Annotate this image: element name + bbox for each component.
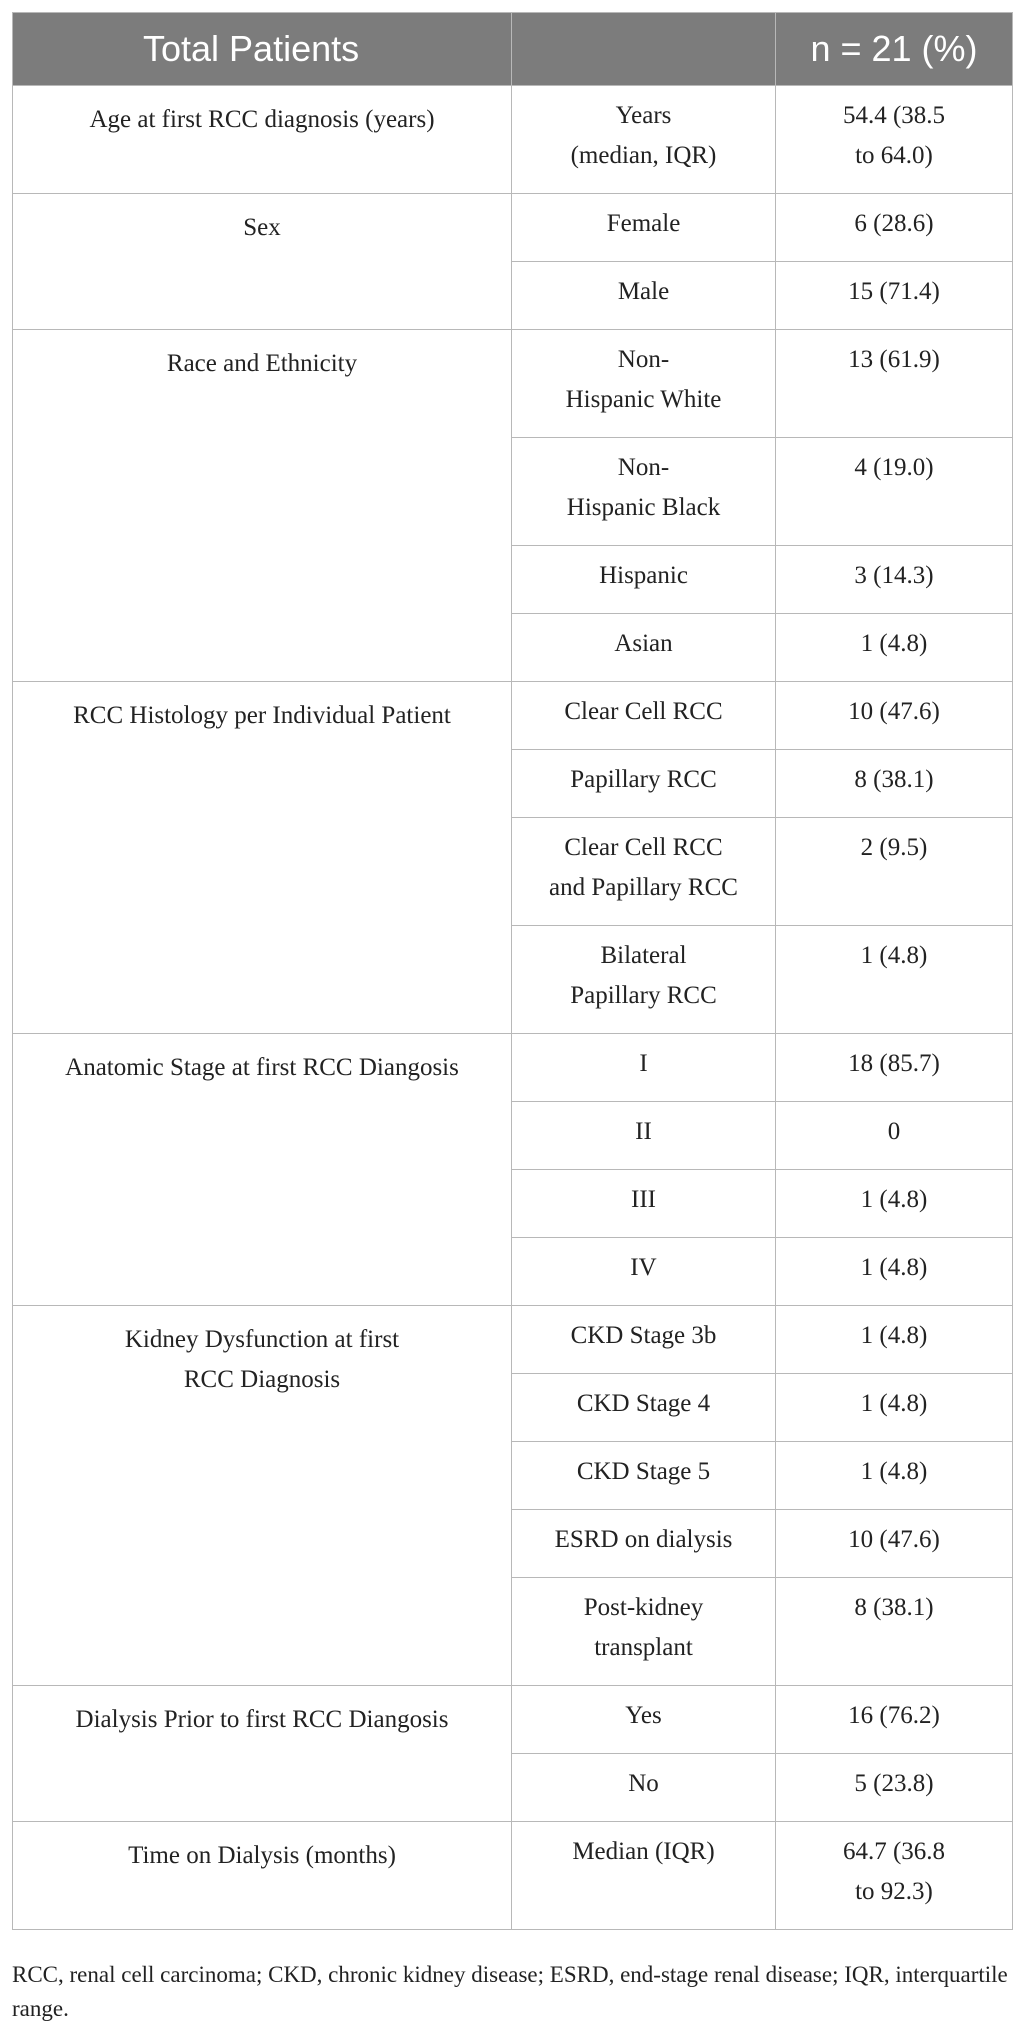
header-blank [512,13,776,86]
subcategory-cell: Female [512,194,776,262]
value-cell: 18 (85.7) [776,1034,1013,1102]
category-anatomic-stage: Anatomic Stage at first RCC Diangosis [13,1034,512,1306]
value-cell: 15 (71.4) [776,262,1013,330]
subcategory-cell: Papillary RCC [512,750,776,818]
value-cell: 3 (14.3) [776,546,1013,614]
table-row [13,86,1013,194]
value-cell: 1 (4.8) [776,1238,1013,1306]
category-dialysis-prior: Dialysis Prior to first RCC Diangosis [13,1686,512,1822]
value-cell: 8 (38.1) [776,1578,1013,1686]
category-sex: Sex [13,194,512,330]
value-cell: 1 (4.8) [776,614,1013,682]
category-age: Age at first RCC diagnosis (years) [13,86,512,194]
subcategory-cell: Hispanic [512,546,776,614]
value-cell: 2 (9.5) [776,818,1013,926]
subcategory-cell: Bilateral Papillary RCC [512,926,776,1034]
category-race-ethnicity: Race and Ethnicity [13,330,512,682]
value-cell: 16 (76.2) [776,1686,1013,1754]
subcategory-cell: ESRD on dialysis [512,1510,776,1578]
subcategory-cell: IV [512,1238,776,1306]
subcategory-cell: Clear Cell RCC [512,682,776,750]
header-total-patients: Total Patients [13,13,512,86]
table-row [13,1034,1013,1102]
subcategory-cell: CKD Stage 4 [512,1374,776,1442]
subcategory-cell: Non- Hispanic Black [512,438,776,546]
subcategory-cell: Median (IQR) [512,1822,776,1930]
table-row [13,194,1013,262]
subcategory-cell: CKD Stage 3b [512,1306,776,1374]
value-cell: 1 (4.8) [776,926,1013,1034]
value-cell: 4 (19.0) [776,438,1013,546]
patient-characteristics-table [12,12,1013,1930]
subcategory-cell: CKD Stage 5 [512,1442,776,1510]
table-row [13,1686,1013,1754]
subcategory-cell: Asian [512,614,776,682]
table-row [13,1822,1013,1930]
value-cell: 1 (4.8) [776,1374,1013,1442]
table-footnote: RCC, renal cell carcinoma; CKD, chronic kidney disease; ESRD, end-stage renal disease; IQR, interquartile range. [12,1962,1008,2021]
value-cell: 8 (38.1) [776,750,1013,818]
value-cell: 1 (4.8) [776,1306,1013,1374]
category-time-on-dialysis: Time on Dialysis (months) [13,1822,512,1930]
value-cell: 0 [776,1102,1013,1170]
subcategory-cell: No [512,1754,776,1822]
category-kidney-dysfunction: Kidney Dysfunction at first RCC Diagnosis [13,1306,512,1686]
subcategory-cell: III [512,1170,776,1238]
subcategory-cell: II [512,1102,776,1170]
subcategory-cell: Post-kidney transplant [512,1578,776,1686]
value-cell: 1 (4.8) [776,1442,1013,1510]
value-cell: 64.7 (36.8 to 92.3) [776,1822,1013,1930]
table-row [13,682,1013,750]
category-rcc-histology: RCC Histology per Individual Patient [13,682,512,1034]
value-cell: 6 (28.6) [776,194,1013,262]
value-cell: 1 (4.8) [776,1170,1013,1238]
value-cell: 10 (47.6) [776,1510,1013,1578]
subcategory-cell: I [512,1034,776,1102]
subcategory-cell: Non- Hispanic White [512,330,776,438]
subcategory-cell: Male [512,262,776,330]
subcategory-cell: Clear Cell RCC and Papillary RCC [512,818,776,926]
value-cell: 5 (23.8) [776,1754,1013,1822]
table-row [13,1306,1013,1374]
table-row [13,330,1013,438]
value-cell: 13 (61.9) [776,330,1013,438]
value-cell: 10 (47.6) [776,682,1013,750]
header-n-percent: n = 21 (%) [776,13,1013,86]
subcategory-cell: Yes [512,1686,776,1754]
table-header-row [13,13,1013,86]
subcategory-cell: Years (median, IQR) [512,86,776,194]
patient-characteristics-table-container [12,12,1012,1930]
value-cell: 54.4 (38.5 to 64.0) [776,86,1013,194]
